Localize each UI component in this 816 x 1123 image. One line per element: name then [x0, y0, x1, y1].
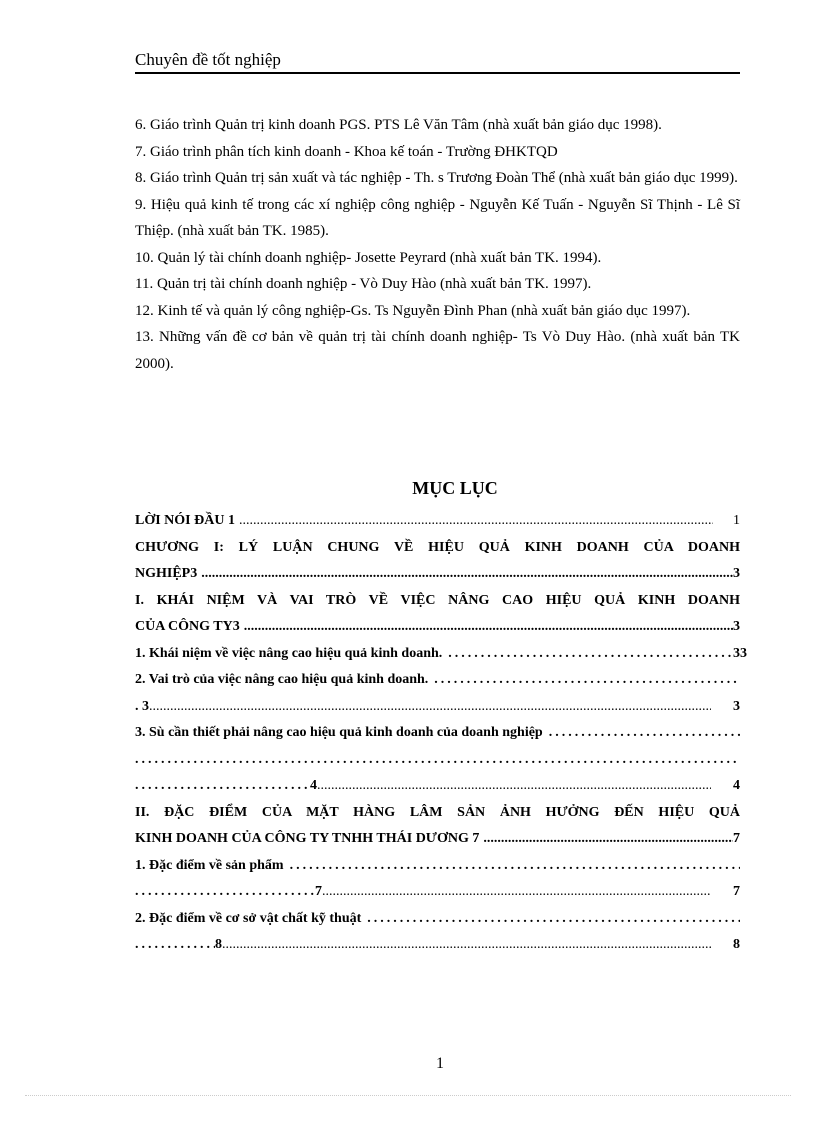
dot-leader: [322, 879, 711, 906]
dot-leader: [284, 853, 740, 880]
header-title: Chuyên đề tốt nghiệp: [135, 50, 281, 69]
dot-leader: [235, 508, 713, 535]
toc-entry-item3[interactable]: [135, 720, 740, 800]
reference-item: 10. Quản lý tài chính doanh nghiệp- Josette Peyrard (nhà xuất bản TK. 1994).: [135, 249, 602, 266]
toc-entry-section2[interactable]: [135, 800, 740, 853]
toc-page: 3: [733, 698, 740, 714]
page-number: 1: [436, 1055, 444, 1072]
toc-label: I. KHÁI NIỆM VÀ VAI TRÒ VỀ VIỆC NÂNG CAO HIỆU QUẢ KINH DOANH: [135, 592, 740, 608]
toc-label-cont: KINH DOANH CỦA CÔNG TY TNHH THÁI DƯƠNG 7: [135, 831, 480, 846]
toc-page: 8: [733, 937, 740, 952]
toc-entry-item2[interactable]: [135, 667, 740, 720]
toc-page: 4: [733, 778, 740, 793]
toc-heading: MỤC LỤC: [412, 478, 498, 498]
toc-label-cont: 7: [315, 884, 322, 899]
dot-leader: [222, 932, 711, 959]
toc-label: CHƯƠNG I: LÝ LUẬN CHUNG VỀ HIỆU QUẢ KINH DOANH CỦA DOANH: [135, 539, 740, 555]
table-of-contents: [135, 508, 747, 959]
toc-entry-item4[interactable]: [135, 853, 740, 906]
toc-entry-section1[interactable]: [135, 588, 740, 641]
toc-label: LỜI NÓI ĐẦU 1: [135, 513, 235, 528]
dot-leader: [479, 826, 733, 853]
toc-label: II. ĐẶC ĐIỂM CỦA MẶT HÀNG LÂM SẢN ẢNH HƯỞNG ĐẾN HIỆU QUẢ: [135, 804, 740, 820]
reference-item: 12. Kinh tế và quản lý công nghiệp-Gs. Ts Nguyễn Đình Phan (nhà xuất bản giáo dục 1997).: [135, 302, 691, 319]
reference-item: 6. Giáo trình Quản trị kinh doanh PGS. PTS Lê Văn Tâm (nhà xuất bản giáo dục 1998).: [135, 117, 662, 133]
toc-label: 3. Sù cần thiết phải nâng cao hiệu quả kinh doanh của doanh nghiệp: [135, 725, 543, 740]
dot-leader: [361, 906, 740, 933]
dot-leader: [135, 879, 315, 906]
toc-entry-preface[interactable]: [135, 508, 740, 535]
dot-leader: [135, 747, 740, 774]
toc-page: 3: [733, 566, 740, 581]
toc-page: 33: [733, 645, 747, 661]
toc-page: 7: [733, 884, 740, 899]
toc-label-cont: CỦA CÔNG TY3: [135, 619, 240, 634]
reference-item: 11. Quản trị tài chính doanh nghiệp - Vò Duy Hào (nhà xuất bản TK. 1997).: [135, 276, 592, 292]
dot-leader: [428, 667, 740, 694]
dot-leader: [149, 694, 711, 721]
dot-leader: [197, 561, 733, 588]
toc-entry-item1[interactable]: [135, 641, 747, 668]
toc-label-cont: 4: [310, 778, 317, 793]
reference-item: 7. Giáo trình phân tích kinh doanh - Khoa kế toán - Trường ĐHKTQD: [135, 143, 558, 160]
dot-leader: [135, 932, 215, 959]
dot-leader: [317, 773, 711, 800]
toc-label-cont: 8: [215, 937, 222, 952]
toc-page: 7: [733, 831, 740, 846]
toc-page: 1: [733, 513, 740, 528]
reference-item: 9. Hiệu quả kinh tế trong các xí nghiệp công nghiệp - Nguyễn Kế Tuấn - Nguyễn Sĩ Thịnh - Lê Sĩ Thiệp. (nhà xuất bản TK. 1985).: [135, 196, 740, 239]
page-bottom-divider: [25, 1095, 791, 1096]
toc-page: 3: [733, 619, 740, 634]
toc-label-cont: . 3: [135, 698, 149, 714]
toc-label: 2. Đặc điểm về cơ sở vật chất kỹ thuật: [135, 910, 362, 926]
dot-leader: [240, 614, 733, 641]
toc-label-cont: NGHIỆP3: [135, 566, 198, 581]
dot-leader: [442, 641, 731, 668]
toc-entry-chapter1[interactable]: [135, 535, 740, 588]
toc-label: 1. Khái niệm về việc nâng cao hiệu quả kinh doanh.: [135, 645, 443, 661]
toc-entry-item5[interactable]: [135, 906, 740, 959]
reference-item: 8. Giáo trình Quản trị sản xuất và tác nghiệp - Th. s Trương Đoàn Thể (nhà xuất bản giáo dục 1999).: [135, 170, 738, 186]
reference-list: [135, 112, 740, 377]
toc-label: 2. Vai trò của việc nâng cao hiệu quả kinh doanh.: [135, 672, 429, 687]
dot-leader: [543, 720, 740, 747]
toc-label: 1. Đặc điểm về sản phẩm: [135, 857, 284, 873]
dot-leader: [135, 773, 310, 800]
page-header: [135, 48, 740, 74]
reference-item: 13. Những vấn đề cơ bản về quản trị tài chính doanh nghiệp- Ts Vò Duy Hào. (nhà xuất bản TK 2000).: [135, 329, 740, 372]
